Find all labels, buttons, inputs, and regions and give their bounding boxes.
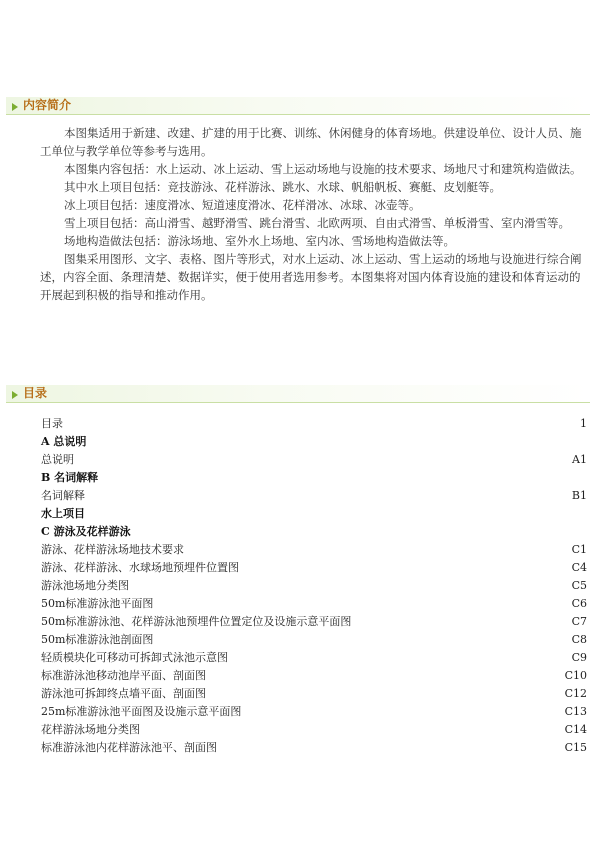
toc-page-number: B1 — [571, 489, 587, 502]
intro-paragraph: 雪上项目包括：高山滑雪、越野滑雪、跳台滑雪、北欧两项、自由式滑雪、单板滑雪、室内滑雪等。 — [64, 216, 570, 230]
toc-entry-row[interactable] — [41, 649, 587, 667]
toc-entry-row[interactable] — [41, 667, 587, 685]
toc-section-header — [6, 385, 590, 403]
toc-entry-row[interactable] — [41, 487, 587, 505]
toc-heading-row — [41, 469, 587, 487]
toc-entry-label: 游泳、花样游泳场地技术要求 — [41, 543, 184, 556]
toc-entry-label: C 游泳及花样游泳 — [41, 525, 131, 538]
table-of-contents — [41, 415, 587, 757]
toc-entry-label: 目录 — [41, 417, 63, 430]
toc-entry-row[interactable] — [41, 613, 587, 631]
toc-entry-row[interactable] — [41, 451, 587, 469]
toc-entry-label: B 名词解释 — [41, 471, 99, 484]
toc-page-number: C14 — [564, 723, 587, 736]
toc-page-number: C1 — [571, 543, 587, 556]
toc-page-number: C13 — [564, 705, 587, 718]
toc-heading-row — [41, 523, 587, 541]
toc-page-number: C10 — [564, 669, 587, 682]
toc-entry-label: 50m标准游泳池平面图 — [41, 597, 154, 610]
intro-section-title: 内容简介 — [23, 98, 72, 112]
toc-entry-row[interactable] — [41, 595, 587, 613]
toc-page-number: C15 — [564, 741, 587, 754]
toc-entry-label: 25m标准游泳池平面图及设施示意平面图 — [41, 705, 242, 718]
toc-entry-label: 总说明 — [41, 453, 74, 466]
triangle-bullet-icon — [12, 391, 18, 399]
toc-entry-row[interactable] — [41, 559, 587, 577]
toc-page-number: C5 — [571, 579, 587, 592]
toc-entry-label: 标准游泳池移动池岸平面、剖面图 — [41, 669, 206, 682]
toc-heading-row — [41, 433, 587, 451]
toc-heading-row — [41, 505, 587, 523]
toc-entry-row[interactable] — [41, 541, 587, 559]
toc-page-number: C4 — [571, 561, 587, 574]
toc-page-number: C9 — [571, 651, 587, 664]
toc-section-title: 目录 — [23, 386, 48, 400]
toc-entry-label: 标准游泳池内花样游泳池平、剖面图 — [41, 741, 217, 754]
toc-entry-row[interactable] — [41, 703, 587, 721]
intro-paragraph: 图集采用图形、文字、表格、图片等形式，对水上运动、冰上运动、雪上运动的场地与设施进行综合阐述，内容全面、条理清楚、数据详实，便于使用者选用参考。本图集将对国内体育设施的建设和体育运动的开展起到积极的指导和推动作用。 — [40, 252, 582, 302]
toc-entry-label: 水上项目 — [41, 507, 85, 520]
toc-page-number: 1 — [580, 417, 587, 430]
toc-entry-label: 游泳池场地分类图 — [41, 579, 129, 592]
toc-entry-label: A 总说明 — [41, 435, 87, 448]
toc-entry-label: 游泳池可拆卸终点墙平面、剖面图 — [41, 687, 206, 700]
intro-paragraph: 其中水上项目包括：竞技游泳、花样游泳、跳水、水球、帆船帆板、赛艇、皮划艇等。 — [64, 180, 501, 194]
intro-paragraph: 本图集内容包括：水上运动、冰上运动、雪上运动场地与设施的技术要求、场地尺寸和建筑构造做法。 — [64, 162, 582, 176]
toc-page-number: C7 — [571, 615, 587, 628]
toc-entry-label: 50m标准游泳池、花样游泳池预埋件位置定位及设施示意平面图 — [41, 615, 352, 628]
toc-entry-label: 游泳、花样游泳、水球场地预埋件位置图 — [41, 561, 239, 574]
intro-paragraph: 本图集适用于新建、改建、扩建的用于比赛、训练、休闲健身的体育场地。供建设单位、设计人员、施工单位与教学单位等参考与选用。 — [40, 126, 582, 158]
toc-entry-row[interactable] — [41, 739, 587, 757]
toc-entry-label: 名词解释 — [41, 489, 85, 502]
intro-text — [40, 124, 584, 304]
triangle-bullet-icon — [12, 103, 18, 111]
toc-entry-row[interactable] — [41, 577, 587, 595]
toc-entry-label: 花样游泳场地分类图 — [41, 723, 140, 736]
toc-entry-row[interactable] — [41, 685, 587, 703]
intro-section-header — [6, 97, 590, 115]
toc-entry-row[interactable] — [41, 721, 587, 739]
intro-paragraph: 场地构造做法包括：游泳场地、室外水上场地、室内冰、雪场地构造做法等。 — [64, 234, 455, 248]
intro-paragraph: 冰上项目包括：速度滑冰、短道速度滑冰、花样滑冰、冰球、冰壶等。 — [64, 198, 421, 212]
toc-entry-row[interactable] — [41, 415, 587, 433]
toc-page-number: C12 — [564, 687, 587, 700]
toc-page-number: C6 — [571, 597, 587, 610]
toc-page-number: C8 — [571, 633, 587, 646]
toc-page-number: A1 — [572, 453, 587, 466]
toc-entry-label: 轻质模块化可移动可拆卸式泳池示意图 — [41, 651, 228, 664]
toc-entry-label: 50m标准游泳池剖面图 — [41, 633, 154, 646]
toc-entry-row[interactable] — [41, 631, 587, 649]
